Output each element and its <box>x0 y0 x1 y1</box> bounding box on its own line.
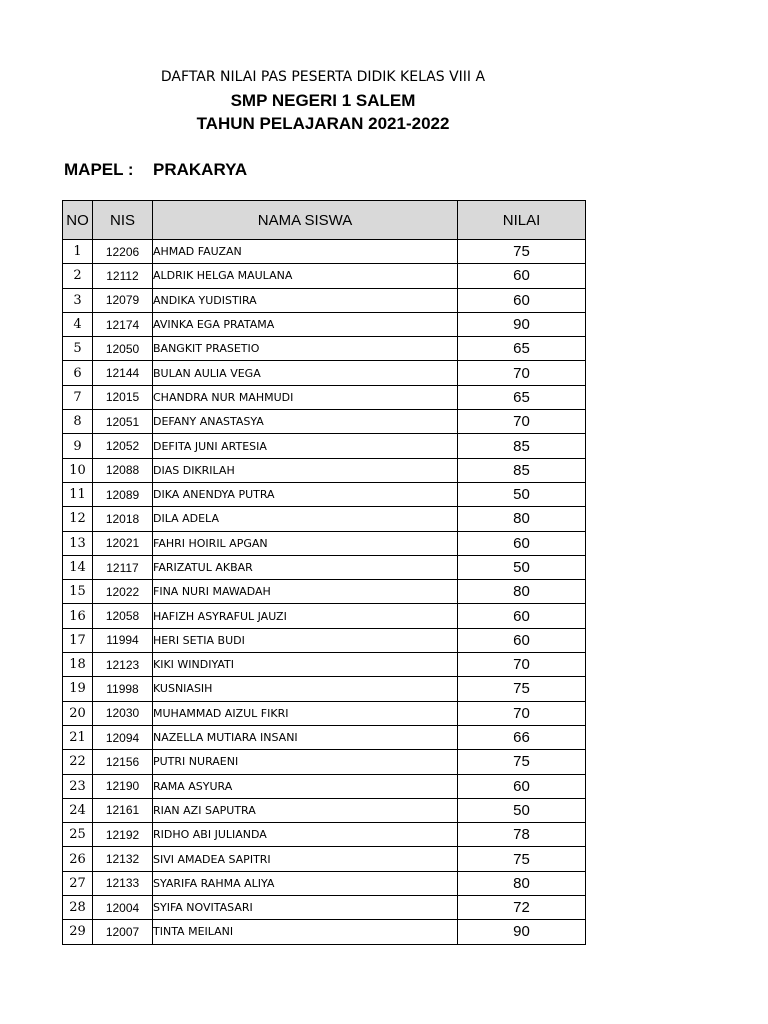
row-number: 2 <box>63 264 93 288</box>
row-number: 28 <box>63 896 93 920</box>
student-name: DEFITA JUNI ARTESIA <box>153 434 458 458</box>
student-grade: 60 <box>458 628 586 652</box>
student-name: ALDRIK HELGA MAULANA <box>153 264 458 288</box>
student-name: RIDHO ABI JULIANDA <box>153 823 458 847</box>
student-grade: 50 <box>458 555 586 579</box>
column-header-nis: NIS <box>93 201 153 240</box>
table-row <box>63 701 586 725</box>
student-grade: 80 <box>458 507 586 531</box>
student-grade: 70 <box>458 653 586 677</box>
row-number: 10 <box>63 458 93 482</box>
subject-value: PRAKARYA <box>153 160 248 179</box>
table-row <box>63 725 586 749</box>
table-row <box>63 385 586 409</box>
row-number: 6 <box>63 361 93 385</box>
student-name: RAMA ASYURA <box>153 774 458 798</box>
student-grade: 85 <box>458 458 586 482</box>
student-grade: 70 <box>458 410 586 434</box>
student-nis: 11998 <box>93 677 153 701</box>
table-row <box>63 774 586 798</box>
table-row <box>63 750 586 774</box>
row-number: 21 <box>63 725 93 749</box>
student-nis: 12156 <box>93 750 153 774</box>
table-row <box>63 896 586 920</box>
student-nis: 12050 <box>93 337 153 361</box>
student-grade: 60 <box>458 774 586 798</box>
student-name: DIAS DIKRILAH <box>153 458 458 482</box>
student-nis: 12144 <box>93 361 153 385</box>
student-nis: 12206 <box>93 240 153 264</box>
row-number: 26 <box>63 847 93 871</box>
academic-year: TAHUN PELAJARAN 2021-2022 <box>196 114 450 133</box>
student-name: FAHRI HOIRIL APGAN <box>153 531 458 555</box>
student-name: FINA NURI MAWADAH <box>153 580 458 604</box>
table-header <box>63 201 586 240</box>
row-number: 1 <box>63 240 93 264</box>
student-nis: 12190 <box>93 774 153 798</box>
table-row <box>63 434 586 458</box>
student-name: HERI SETIA BUDI <box>153 628 458 652</box>
student-nis: 12133 <box>93 871 153 895</box>
student-name: DIKA ANENDYA PUTRA <box>153 482 458 506</box>
row-number: 9 <box>63 434 93 458</box>
row-number: 14 <box>63 555 93 579</box>
column-header-name: NAMA SISWA <box>153 201 458 240</box>
table-row <box>63 653 586 677</box>
student-name: SIVI AMADEA SAPITRI <box>153 847 458 871</box>
table-row <box>63 240 586 264</box>
document-title: DAFTAR NILAI PAS PESERTA DIDIK KELAS VIII A <box>160 69 486 85</box>
row-number: 22 <box>63 750 93 774</box>
student-nis: 12015 <box>93 385 153 409</box>
student-nis: 12018 <box>93 507 153 531</box>
student-nis: 12174 <box>93 312 153 336</box>
student-name: AHMAD FAUZAN <box>153 240 458 264</box>
table-row <box>63 628 586 652</box>
row-number: 12 <box>63 507 93 531</box>
row-number: 20 <box>63 701 93 725</box>
row-number: 15 <box>63 580 93 604</box>
student-nis: 12117 <box>93 555 153 579</box>
student-name: FARIZATUL AKBAR <box>153 555 458 579</box>
row-number: 19 <box>63 677 93 701</box>
table-row <box>63 458 586 482</box>
student-grade: 60 <box>458 264 586 288</box>
student-grade: 90 <box>458 312 586 336</box>
student-nis: 12004 <box>93 896 153 920</box>
student-grade: 72 <box>458 896 586 920</box>
student-grade: 65 <box>458 337 586 361</box>
student-name: BANGKIT PRASETIO <box>153 337 458 361</box>
table-row <box>63 264 586 288</box>
student-name: RIAN AZI SAPUTRA <box>153 798 458 822</box>
table-row <box>63 871 586 895</box>
table-row <box>63 677 586 701</box>
student-name: HAFIZH ASYRAFUL JAUZI <box>153 604 458 628</box>
table-body <box>63 240 586 945</box>
student-grade: 85 <box>458 434 586 458</box>
student-grade: 60 <box>458 531 586 555</box>
student-name: BULAN AULIA VEGA <box>153 361 458 385</box>
table-row <box>63 482 586 506</box>
table-row <box>63 555 586 579</box>
student-name: KIKI WINDIYATI <box>153 653 458 677</box>
student-name: AVINKA EGA PRATAMA <box>153 312 458 336</box>
student-nis: 12051 <box>93 410 153 434</box>
header-row <box>63 201 586 240</box>
row-number: 17 <box>63 628 93 652</box>
student-name: SYARIFA RAHMA ALIYA <box>153 871 458 895</box>
row-number: 3 <box>63 288 93 312</box>
student-name: TINTA MEILANI <box>153 920 458 944</box>
student-name: DEFANY ANASTASYA <box>153 410 458 434</box>
row-number: 7 <box>63 385 93 409</box>
row-number: 25 <box>63 823 93 847</box>
student-nis: 12132 <box>93 847 153 871</box>
column-header-no: NO <box>63 201 93 240</box>
student-nis: 12058 <box>93 604 153 628</box>
student-grade: 75 <box>458 847 586 871</box>
student-grade: 70 <box>458 701 586 725</box>
student-nis: 12161 <box>93 798 153 822</box>
student-name: KUSNIASIH <box>153 677 458 701</box>
table-row <box>63 920 586 944</box>
student-grade: 50 <box>458 798 586 822</box>
column-header-grade: NILAI <box>458 201 586 240</box>
student-nis: 12088 <box>93 458 153 482</box>
table-row <box>63 847 586 871</box>
row-number: 16 <box>63 604 93 628</box>
row-number: 4 <box>63 312 93 336</box>
student-nis: 12007 <box>93 920 153 944</box>
row-number: 29 <box>63 920 93 944</box>
row-number: 27 <box>63 871 93 895</box>
table-row <box>63 312 586 336</box>
student-grade: 80 <box>458 871 586 895</box>
table-row <box>63 337 586 361</box>
subject-label: MAPEL : <box>64 160 134 179</box>
student-grade: 70 <box>458 361 586 385</box>
student-grade: 60 <box>458 604 586 628</box>
student-name: DILA ADELA <box>153 507 458 531</box>
row-number: 13 <box>63 531 93 555</box>
row-number: 24 <box>63 798 93 822</box>
table-row <box>63 507 586 531</box>
student-grade: 65 <box>458 385 586 409</box>
student-name: MUHAMMAD AIZUL FIKRI <box>153 701 458 725</box>
student-nis: 12052 <box>93 434 153 458</box>
student-grade: 90 <box>458 920 586 944</box>
student-nis: 12089 <box>93 482 153 506</box>
grades-table <box>62 200 586 945</box>
table-row <box>63 580 586 604</box>
table-row <box>63 531 586 555</box>
student-nis: 12192 <box>93 823 153 847</box>
student-grade: 80 <box>458 580 586 604</box>
student-nis: 12021 <box>93 531 153 555</box>
table-row <box>63 410 586 434</box>
student-grade: 66 <box>458 725 586 749</box>
school-name: SMP NEGERI 1 SALEM <box>230 91 416 110</box>
student-nis: 12112 <box>93 264 153 288</box>
student-name: PUTRI NURAENI <box>153 750 458 774</box>
student-grade: 50 <box>458 482 586 506</box>
table-row <box>63 823 586 847</box>
row-number: 23 <box>63 774 93 798</box>
student-nis: 12123 <box>93 653 153 677</box>
row-number: 5 <box>63 337 93 361</box>
table-row <box>63 604 586 628</box>
student-grade: 60 <box>458 288 586 312</box>
student-nis: 12079 <box>93 288 153 312</box>
table-row <box>63 288 586 312</box>
row-number: 11 <box>63 482 93 506</box>
student-nis: 12094 <box>93 725 153 749</box>
student-grade: 75 <box>458 240 586 264</box>
row-number: 18 <box>63 653 93 677</box>
student-nis: 11994 <box>93 628 153 652</box>
student-name: ANDIKA YUDISTIRA <box>153 288 458 312</box>
row-number: 8 <box>63 410 93 434</box>
table-row <box>63 798 586 822</box>
student-grade: 75 <box>458 750 586 774</box>
student-nis: 12022 <box>93 580 153 604</box>
student-name: CHANDRA NUR MAHMUDI <box>153 385 458 409</box>
student-grade: 75 <box>458 677 586 701</box>
student-name: SYIFA NOVITASARI <box>153 896 458 920</box>
table-row <box>63 361 586 385</box>
student-grade: 78 <box>458 823 586 847</box>
student-nis: 12030 <box>93 701 153 725</box>
student-name: NAZELLA MUTIARA INSANI <box>153 725 458 749</box>
